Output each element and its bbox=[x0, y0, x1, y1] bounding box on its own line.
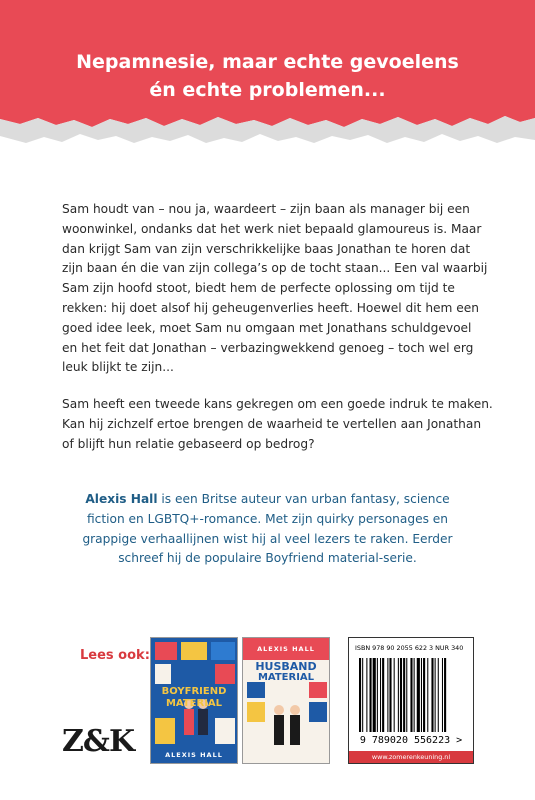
author-name: Alexis Hall bbox=[85, 492, 158, 506]
tagline-line: én echte problemen... bbox=[149, 79, 386, 101]
barcode-bars bbox=[355, 656, 467, 734]
synopsis-paragraph bbox=[62, 200, 488, 378]
synopsis-line: dan krijgt Sam van zijn verschrikkelijke baas Jonathan te horen dat bbox=[62, 241, 471, 256]
synopsis bbox=[62, 200, 493, 455]
book-title: HUSBAND bbox=[255, 660, 317, 673]
book-author: ALEXIS HALL bbox=[165, 751, 223, 759]
synopsis-line: Sam houdt van – nou ja, waardeert – zijn baan als manager bij een bbox=[62, 202, 470, 216]
synopsis-line: zijn baan én die van zijn collega’s op de tocht staan... Een val waarbij bbox=[62, 261, 488, 276]
synopsis-paragraph bbox=[62, 395, 493, 454]
author-bio-line: fiction en LGBTQ+-romance. Met zijn quirky personages en bbox=[86, 511, 449, 526]
synopsis-line: of blijft hun relatie gebaseerd op bedrog? bbox=[62, 436, 315, 451]
synopsis-line: goed idee leek, moet Sam nu omgaan met Jonathans schuldgevoel bbox=[62, 320, 472, 335]
author-bio-line bbox=[0, 490, 535, 510]
also-read-label: Lees ook: bbox=[80, 648, 150, 663]
book-title: MATERIAL bbox=[165, 698, 223, 709]
author-bio bbox=[0, 490, 535, 569]
book-title: BOYFRIEND bbox=[161, 686, 227, 697]
synopsis-line: en het feit dat Jonathan – verbazingwekkend genoeg – toch wel erg bbox=[62, 340, 474, 355]
synopsis-line: Kan hij zichzelf ertoe brengen de waarheid te vertellen aan Jonathan bbox=[62, 416, 482, 431]
synopsis-line: woonwinkel, ondanks dat het werk niet bepaald glamoureus is. Maar bbox=[62, 221, 482, 236]
isbn-barcode bbox=[348, 637, 474, 764]
book-title: MATERIAL bbox=[257, 672, 315, 683]
book-cover-husband-material bbox=[242, 637, 330, 764]
author-bio-text: is een Britse auteur van urban fantasy, science bbox=[157, 492, 450, 506]
barcode-digits: 9 789020 556223 > bbox=[359, 735, 463, 746]
book-author: ALEXIS HALL bbox=[257, 645, 315, 653]
author-bio-line: grappige verhaallijnen wist hij al veel lezers te raken. Eerder bbox=[82, 531, 453, 546]
isbn-text: ISBN 978 90 2055 622 3 NUR 340 bbox=[355, 644, 464, 652]
author-bio-line: schreef hij de populaire Boyfriend material-serie. bbox=[118, 551, 417, 566]
synopsis-line: leuk blijkt te zijn... bbox=[62, 360, 174, 375]
book-cover-boyfriend-material bbox=[150, 637, 238, 764]
synopsis-line: Sam heeft een tweede kans gekregen om een goede indruk te maken. bbox=[62, 397, 493, 412]
tagline bbox=[0, 48, 535, 104]
tagline-banner bbox=[0, 0, 535, 150]
tagline-line: Nepamnesie, maar echte gevoelens bbox=[76, 51, 459, 73]
publisher-website: www.zomerenkeuning.nl bbox=[349, 751, 473, 763]
book-cover-art bbox=[243, 638, 330, 764]
synopsis-line: rekken: hij doet alsof hij geheugenverlies heeft. Hoewel dit hem een bbox=[62, 300, 480, 315]
publisher-logo: Z&K bbox=[62, 724, 135, 759]
synopsis-line: Sam zijn hoofd stoot, biedt hem de perfecte oplossing om tijd te bbox=[62, 281, 455, 296]
